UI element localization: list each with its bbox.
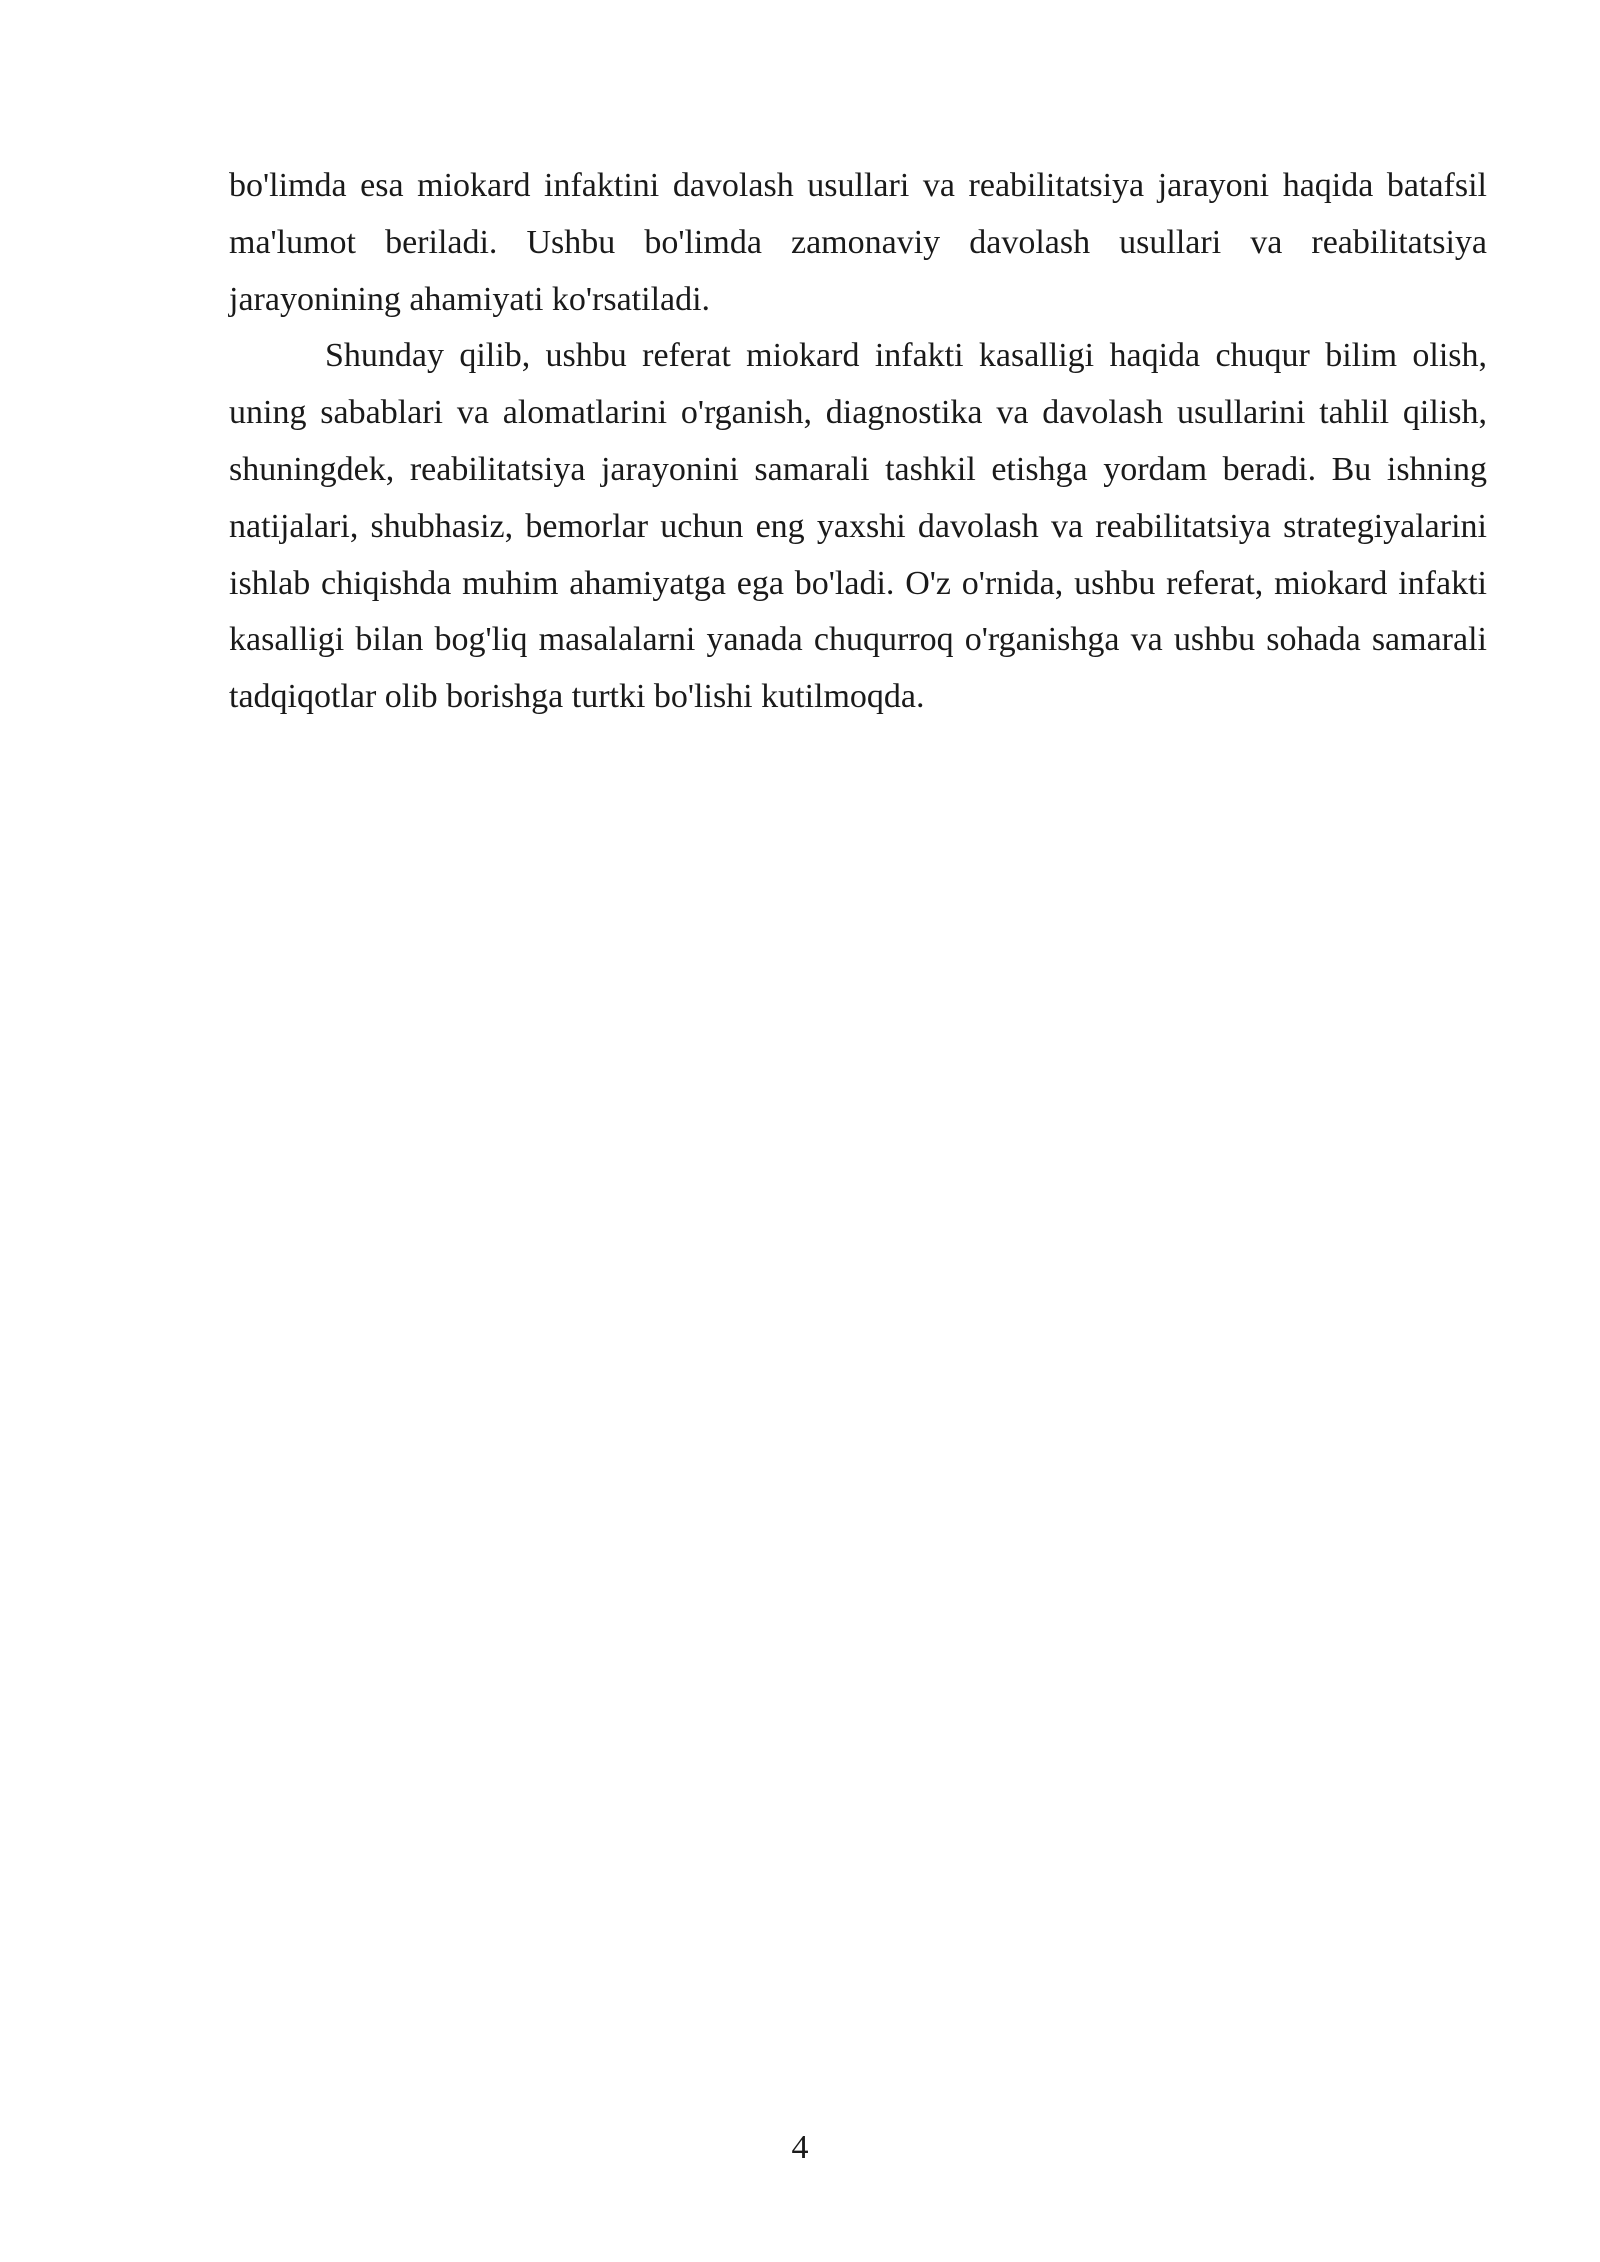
page-number: 4: [791, 2129, 809, 2166]
paragraph-continuation: bo'limda esa miokard infaktini davolash usullari va reabilitatsiya jarayoni haqida batafsil ma'lumot beriladi. Ushbu bo'limda zamonaviy davolash usullari va reabilitatsiya jarayonining ahamiyati ko'rsatiladi.: [229, 167, 1487, 318]
document-body: [229, 158, 1487, 726]
paragraph-conclusion: Shunday qilib, ushbu referat miokard infakti kasalligi haqida chuqur bilim olish, uning sabablari va alomatlarini o'rganish, diagnostika va davolash usullarini tahlil qilish, shuningdek, reabilitatsiya jarayonini samarali tashkil etishga yordam beradi. Bu ishning natijalari, shubhasiz, bemorlar uchun eng yaxshi davolash va reabilitatsiya strategiyalarini ishlab chiqishda muhim ahamiyatga ega bo'ladi. O'z o'rnida, ushbu referat, miokard infakti kasalligi bilan bog'liq masalalarni yanada chuqurroq o'rganishga va ushbu sohada samarali tadqiqotlar olib borishga turtki bo'lishi kutilmoqda.: [229, 337, 1487, 716]
